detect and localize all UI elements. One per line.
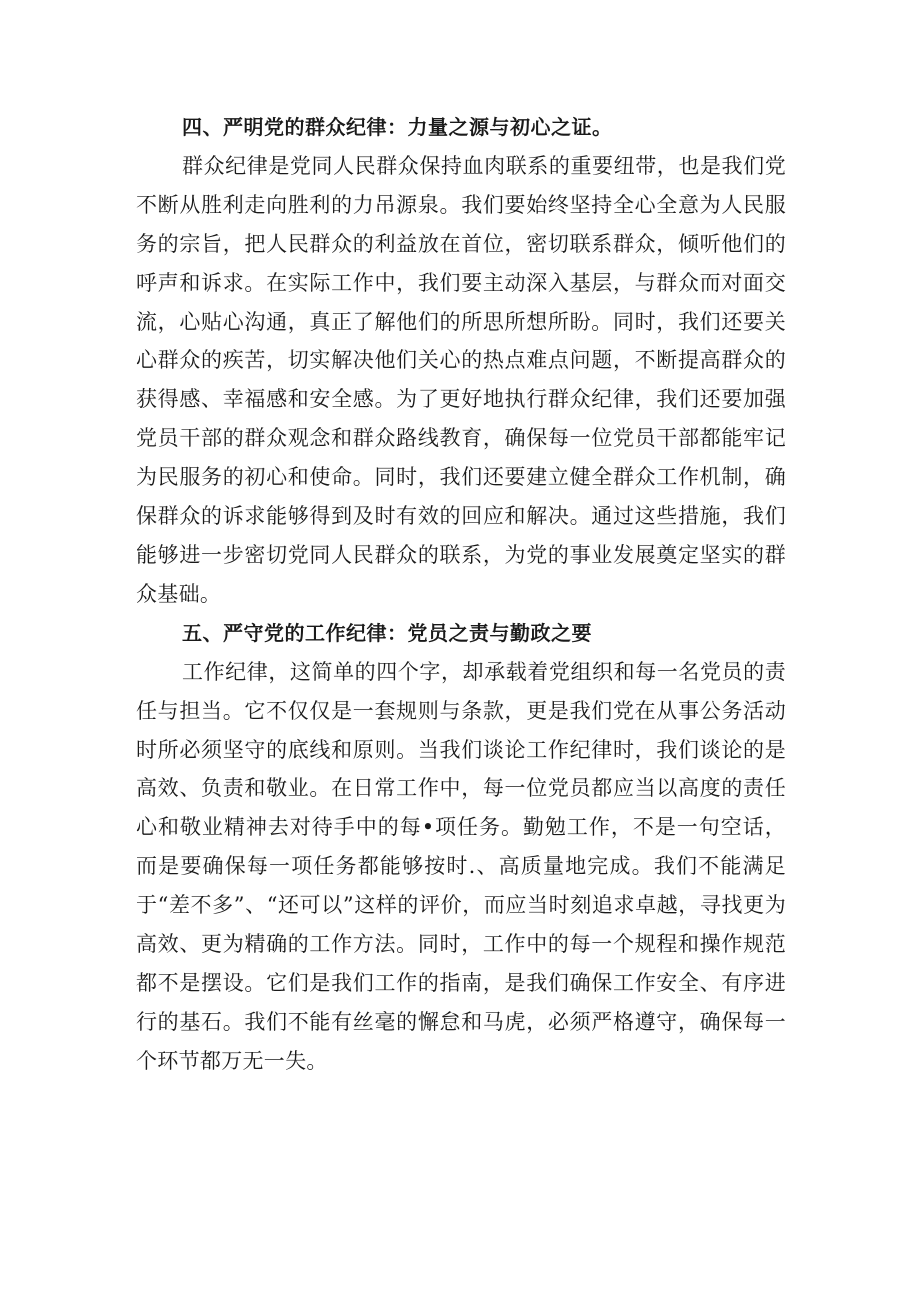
section-4-heading: 四、严明党的群众纪律：力量之源与初心之证。 (182, 115, 613, 139)
section-5-paragraph: 工作纪律，这简单的四个字，却承载着党组织和每一名党员的责任与担当。它不仅仅是一套规则与条款，更是我们党在从事公务活动时所必须坚守的底线和原则。当我们谈论工作纪律时，我们谈论的是高效、负责和敬业。在日常工作中，每一位党员都应当以高度的责任心和敬业精神去对待手中的每•项任务。勤勉工作，不是一句空话，而是要确保每一项任务都能够按时.、高质量地完成。我们不能满足于“差不多”、“还可以”这样的评价，而应当时刻追求卓越，寻找更为高效、更为精确的工作方法。同时，工作中的每一个规程和操作规范都不是摆设。它们是我们工作的指南，是我们确保工作安全、有序进行的基石。我们不能有丝毫的懈怠和马虎，必须严格遵守，确保每一个环节都万无一失。 (136, 659, 786, 1073)
document-page (136, 108, 786, 1081)
section-4-paragraph: 群众纪律是党同人民群众保持血肉联系的重要纽带，也是我们党不断从胜利走向胜利的力吊源泉。我们要始终坚持全心全意为人民服务的宗旨，把人民群众的利益放在首位，密切联系群众，倾听他们的呼声和诉求。在实际工作中，我们要主动深入基层，与群众而对面交流，心贴心沟通，真正了解他们的所思所想所盼。同时，我们还要关心群众的疾苦，切实解决他们关心的热点难点问题，不断提高群众的获得感、幸福感和安全感。为了更好地执行群众纪律，我们还要加强党员干部的群众观念和群众路线教育，确保每一位党员干部都能牢记为民服务的初心和使命。同时，我们还要建立健全群众工作机制，确保群众的诉求能够得到及时有效的回应和解决。通过这些措施，我们能够进一步密切党同人民群众的联系，为党的事业发展奠定坚实的群众基础。 (136, 153, 786, 606)
section-5-heading: 五、严守党的工作纪律：党员之责与勤政之要 (182, 620, 592, 645)
